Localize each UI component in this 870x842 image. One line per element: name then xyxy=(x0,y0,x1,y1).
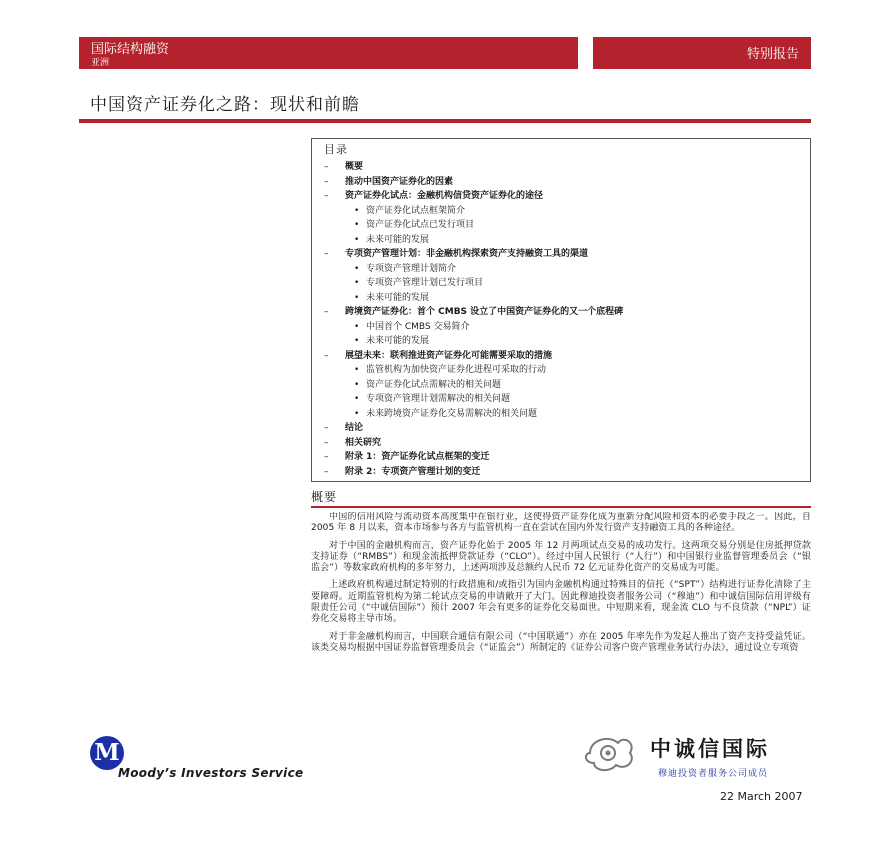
header-category: 国际结构融资 xyxy=(91,42,170,57)
toc-subsection-item: • 未来可能的发展 xyxy=(324,233,810,248)
toc-subsection-item: • 资产证券化试点框架简介 xyxy=(324,204,810,219)
toc-section-item: – 相关研究 xyxy=(324,436,810,451)
section-divider xyxy=(311,506,811,508)
toc-section-item: – 资产证券化试点：金融机构信贷资产证券化的途径 xyxy=(324,189,810,204)
toc-heading: 目录 xyxy=(324,143,348,156)
body-paragraph: 上述政府机构通过制定特别的行政措施和/或指引为国内金融机构通过特殊目的信托（“SPT”）结构进行证券化清除了主要障碍。近期监管机构为第二轮试点交易的申请敞开了大门。因此穆迪投资者服务公司（“穆迪”）和中诚信国际信用评级有限责任公司（“中诚信国际”）预计 2007 年会有更多的证券化交易面世。中短期来看，现金流 CLO 与不良贷款（“NPL”）证券化交易将主导市场。 xyxy=(311,580,811,625)
report-date: 22 March 2007 xyxy=(720,790,803,803)
report-type-label: 特别报告 xyxy=(746,47,799,62)
toc-subsection-item: • 资产证券化试点需解决的相关问题 xyxy=(324,378,810,393)
body-paragraph: 对于非金融机构而言，中国联合通信有限公司（“中国联通”）亦在 2005 年率先作为发起人推出了资产支持受益凭证。该类交易均根据中国证券监督管理委员会（“证监会”）所制定的《证券公司客户资产管理业务试行办法》，通过设立专项资 xyxy=(311,631,811,653)
header-banner-left xyxy=(79,37,578,69)
ccx-tagline: 穆迪投资者服务公司成员 xyxy=(658,769,769,779)
section-title-overview: 概要 xyxy=(311,490,338,504)
table-of-contents xyxy=(311,138,811,482)
report-title: 中国资产证券化之路：现状和前瞻 xyxy=(90,95,360,115)
toc-subsection-item: • 中国首个 CMBS 交易简介 xyxy=(324,320,810,335)
toc-section-item: – 展望未来：联利推进资产证券化可能需要采取的措施 xyxy=(324,349,810,364)
ccx-wordmark: 中诚信国际 xyxy=(650,736,770,761)
toc-subsection-item: • 专项资产管理计划需解决的相关问题 xyxy=(324,392,810,407)
ccx-logo-icon xyxy=(580,729,638,775)
toc-subsection-item: • 未来可能的发展 xyxy=(324,291,810,306)
toc-subsection-item: • 未来跨境资产证券化交易需解决的相关问题 xyxy=(324,407,810,422)
title-divider xyxy=(79,119,811,123)
body-paragraph: 中国的信用风险与流动资本高度集中在银行业，这使得资产证券化成为重新分配风险和资本的必要手段之一。因此，自 2005 年 8 月以来，资本市场参与各方与监管机构一直在尝试在国内外发行资产支持融资工具的各种途径。 xyxy=(311,512,811,534)
toc-list xyxy=(324,160,810,479)
toc-subsection-item: • 监管机构为加快资产证券化进程可采取的行动 xyxy=(324,363,810,378)
body-paragraph: 对于中国的金融机构而言，资产证券化始于 2005 年 12 月两项试点交易的成功发行。这两项交易分别是住房抵押贷款支持证券（“RMBS”）和现金流抵押贷款证券（“CLO”）。经过中国人民银行（“人行”）和中国银行业监督管理委员会（“银监会”）等数家政府机构的多年努力，上述两项涉及总额约人民币 72 亿元证券化资产的交易成为可能。 xyxy=(311,540,811,574)
header-banner-right xyxy=(593,37,811,69)
toc-section-item: – 专项资产管理计划：非金融机构探索资产支持融资工具的渠道 xyxy=(324,247,810,262)
toc-section-item: – 结论 xyxy=(324,421,810,436)
toc-subsection-item: • 专项资产管理计划已发行项目 xyxy=(324,276,810,291)
toc-section-item: – 推动中国资产证券化的因素 xyxy=(324,175,810,190)
moodys-wordmark: Moody’s Investors Service xyxy=(118,766,304,780)
toc-subsection-item: • 未来可能的发展 xyxy=(324,334,810,349)
toc-section-item: – 附录 2：专项资产管理计划的变迁 xyxy=(324,465,810,480)
header-region: 亚洲 xyxy=(91,58,110,68)
toc-section-item: – 概要 xyxy=(324,160,810,175)
toc-section-item: – 跨境资产证券化：首个 CMBS 设立了中国资产证券化的又一个底程碑 xyxy=(324,305,810,320)
toc-subsection-item: • 资产证券化试点已发行项目 xyxy=(324,218,810,233)
moodys-logo-icon: M xyxy=(90,736,124,770)
toc-section-item: – 附录 1：资产证券化试点框架的变迁 xyxy=(324,450,810,465)
toc-subsection-item: • 专项资产管理计划简介 xyxy=(324,262,810,277)
overview-body xyxy=(311,512,811,722)
